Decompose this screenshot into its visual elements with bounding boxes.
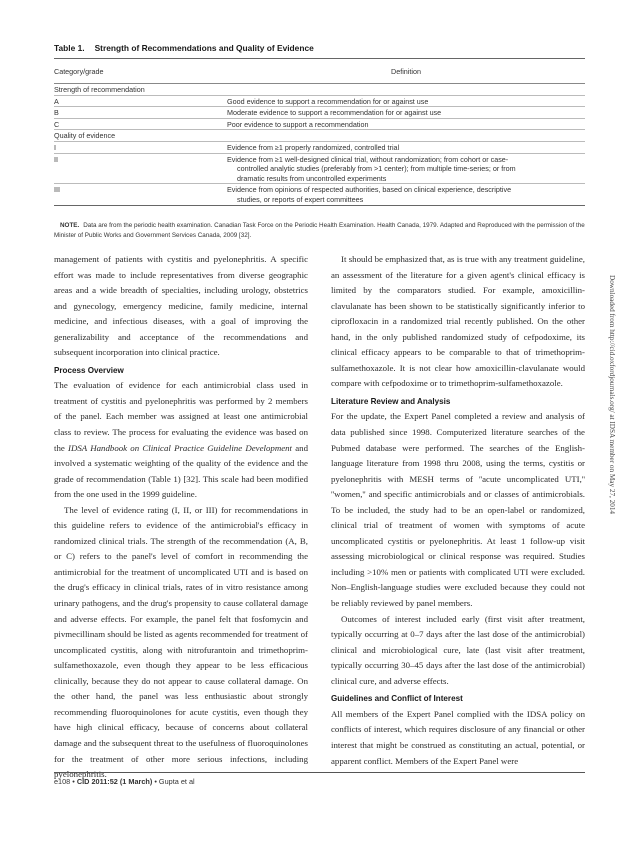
text-run: and involved a systematic weighting of the quality of the evidence and the grade of recommendation (Table 1) [32]. This scale had been modified from the one used in the 1999 guideline. [54, 442, 309, 500]
definition-line: Moderate evidence to support a recommendation for or against use [227, 108, 442, 118]
bullet-separator: • [154, 777, 157, 786]
category-cell: Strength of recommendation [54, 85, 145, 94]
table-row [54, 119, 585, 131]
paragraph: For the update, the Expert Panel completed a review and analysis of data published since 1998. Computerized literature searches of the Pubmed database were performed. The searches of the English-language literature from 1998 thru 2008, using the terms, cystitis or pyelonephritis with MESH terms of ''acute uncomplicated UTI,'' ''women,'' and specific antimicrobials and or classes of antimicrobials. To be included, the study had to be an open-label or randomized, clinical trial of treatment of women with symptoms of acute uncomplicated cystitis or pyelonephritis. At least 1 follow-up visit assessing microbiological or clinical response was required. Studies including >10% men or patients with complicated UTI were excluded. Non–English-language studies were excluded because they could not be reliably reviewed by panel members. [331, 411, 585, 609]
table-row [54, 154, 585, 185]
journal-citation: CID 2011:52 (1 March) [76, 777, 153, 786]
definition-cell [227, 184, 585, 204]
table-row [54, 142, 585, 154]
category-cell: I [54, 142, 56, 152]
definition-line: studies, or reports of expert committees [237, 194, 364, 204]
download-notice [603, 275, 618, 585]
section-heading-guidelines-coi: Guidelines and Conflict of Interest [331, 694, 463, 704]
section-heading-literature-review: Literature Review and Analysis [331, 396, 451, 406]
table-row [54, 96, 585, 108]
paragraph [54, 378, 308, 502]
paragraph: The level of evidence rating (I, II, or III) for recommendations in this guideline refers to evidence of the antimicrobial's efficacy in randomized clinical trials. The strength of the recommendation (A, B, or C) refers to the panel's level of comfort in recommending the antimicrobial for the treatment of uncomplicated UTI and is based on the drug's efficacy in clinical trials, rates of in vitro resistance among urinary pathogens, and the drug's propensity to cause collateral damage and adverse effects. For example, the panel felt that fosfomycin and pivmecillinam should be listed as agents recommended for treatment of uncomplicated cystitis, along with nitrofurantoin and trimethoprim-sulfamethoxazole, even though they appear to be less efficacious clinically, because they do not appear to cause collateral damage. On the other hand, the panel was less enthusiastic about strongly recommending fluoroquinolones for acute cystitis, even though they have high clinical efficacy, because of concerns about collateral damage and the subsequent threat to the usefulness of fluoroquinolones for the treatment of other more serious infections, including pyelonephritis. [54, 504, 308, 780]
header-category: Category/grade [54, 66, 104, 76]
right-column [331, 252, 585, 769]
definition-line: Evidence from ≥1 properly randomized, controlled trial [227, 142, 400, 152]
table-row [54, 84, 585, 96]
table-header [54, 58, 585, 84]
note-text: Data are from the periodic health examination. Canadian Task Force on the Periodic Health Examination. Health Canada, 1979. Adapted and Reproduced with the permission of the Minister of Public Works and Government Services Canada, 2009 [32]. [54, 222, 585, 240]
bullet-separator: • [72, 777, 75, 786]
table-row [54, 184, 585, 205]
definition-line: Evidence from ≥1 well-designed clinical trial, without randomization; from cohort or case- [227, 154, 509, 164]
table-title-text: Strength of Recommendations and Quality of Evidence [94, 43, 314, 53]
category-cell: II [54, 154, 58, 164]
note-label: NOTE. [60, 222, 80, 229]
table-title [54, 43, 314, 53]
authors: Gupta et al [158, 777, 195, 786]
paragraph: It should be emphasized that, as is true with any treatment guideline, an assessment of the literature for a given agent's clinical efficacy is limited by the comparators studied. For example, amoxicillin-clavulanate has been shown to be statistically significantly inferior to ciprofloxacin in a randomized trial recently published. On the other hand, in the only published randomized study of cefpodoxime, its clinical efficacy appears to be comparable to that of trimethoprim-sulfamethoxazole. It is not clear how amoxicillin-clavulanate would compare with cefpodoxime or to trimethoprim-sulfamethoxazole. [331, 254, 585, 389]
definition-cell [227, 154, 585, 184]
definition-line: Evidence from opinions of respected authorities, based on clinical experience, descriptive [227, 185, 512, 195]
page-number: e108 [54, 777, 71, 786]
header-definition: Definition [391, 66, 421, 76]
definition-cell [227, 130, 585, 141]
definition-cell [227, 84, 585, 95]
definition-cell [227, 96, 585, 107]
category-cell: B [54, 108, 59, 118]
table-row [54, 130, 585, 142]
page-footer [54, 777, 195, 786]
paragraph: management of patients with cystitis and pyelonephritis. A specific effort was made to include representatives from diverse geographic areas and a wide breadth of specialties, including urology, obstetrics and gynecology, emergency medicine, family medicine, internal medicine, and infectious diseases, with a goal of improving the generalizability and acceptance of the recommendations and subsequent incorporation into clinical practice. [54, 254, 308, 358]
text-run: The evaluation of evidence for each antimicrobial class used in treatment of cystitis and pyelonephritis was performed by 2 members of the panel. Each member was assigned at least one antimicrobial class to review. The process for evaluating the evidence was based on the [54, 380, 308, 453]
table-body [54, 84, 585, 206]
footer-divider [54, 772, 585, 773]
download-notice-text: Downloaded from http://cid.oxfordjournals.org/ at IDSA member on May 27, 2014 [608, 275, 616, 515]
handbook-title: IDSA Handbook on Clinical Practice Guideline Development [68, 442, 293, 453]
left-column [54, 252, 308, 783]
definition-cell [227, 107, 585, 118]
table-note [54, 221, 585, 242]
paragraph: All members of the Expert Panel complied with the IDSA policy on conflicts of interest, which requires disclosure of any financial or other interest that might be construed as constituting an actual, potential, or apparent conflict. Members of the Expert Panel were [331, 708, 585, 766]
category-cell: III [54, 185, 60, 195]
paragraph: Outcomes of interest included early (first visit after treatment, typically occurring at 0–7 days after the last dose of the antimicrobial) clinical and microbiological cure, late (last visit after treatment, typically occurring 30–45 days after the last dose of the antimicrobial) clinical cure, and adverse effects. [331, 613, 585, 686]
evidence-table [54, 58, 585, 206]
definition-cell [227, 119, 585, 130]
table-row [54, 107, 585, 119]
category-cell: C [54, 119, 60, 129]
definition-line: controlled analytic studies (preferably from >1 center); from multiple time-series; or from [237, 164, 516, 174]
category-cell: A [54, 96, 59, 106]
table-title-label: Table 1. [54, 43, 85, 53]
definition-line: dramatic results from uncontrolled experiments [237, 173, 387, 183]
definition-line: Good evidence to support a recommendation for or against use [227, 96, 429, 106]
category-cell: Quality of evidence [54, 131, 116, 141]
section-heading-process-overview: Process Overview [54, 365, 124, 375]
definition-cell [227, 142, 585, 153]
definition-line: Poor evidence to support a recommendation [227, 119, 369, 129]
